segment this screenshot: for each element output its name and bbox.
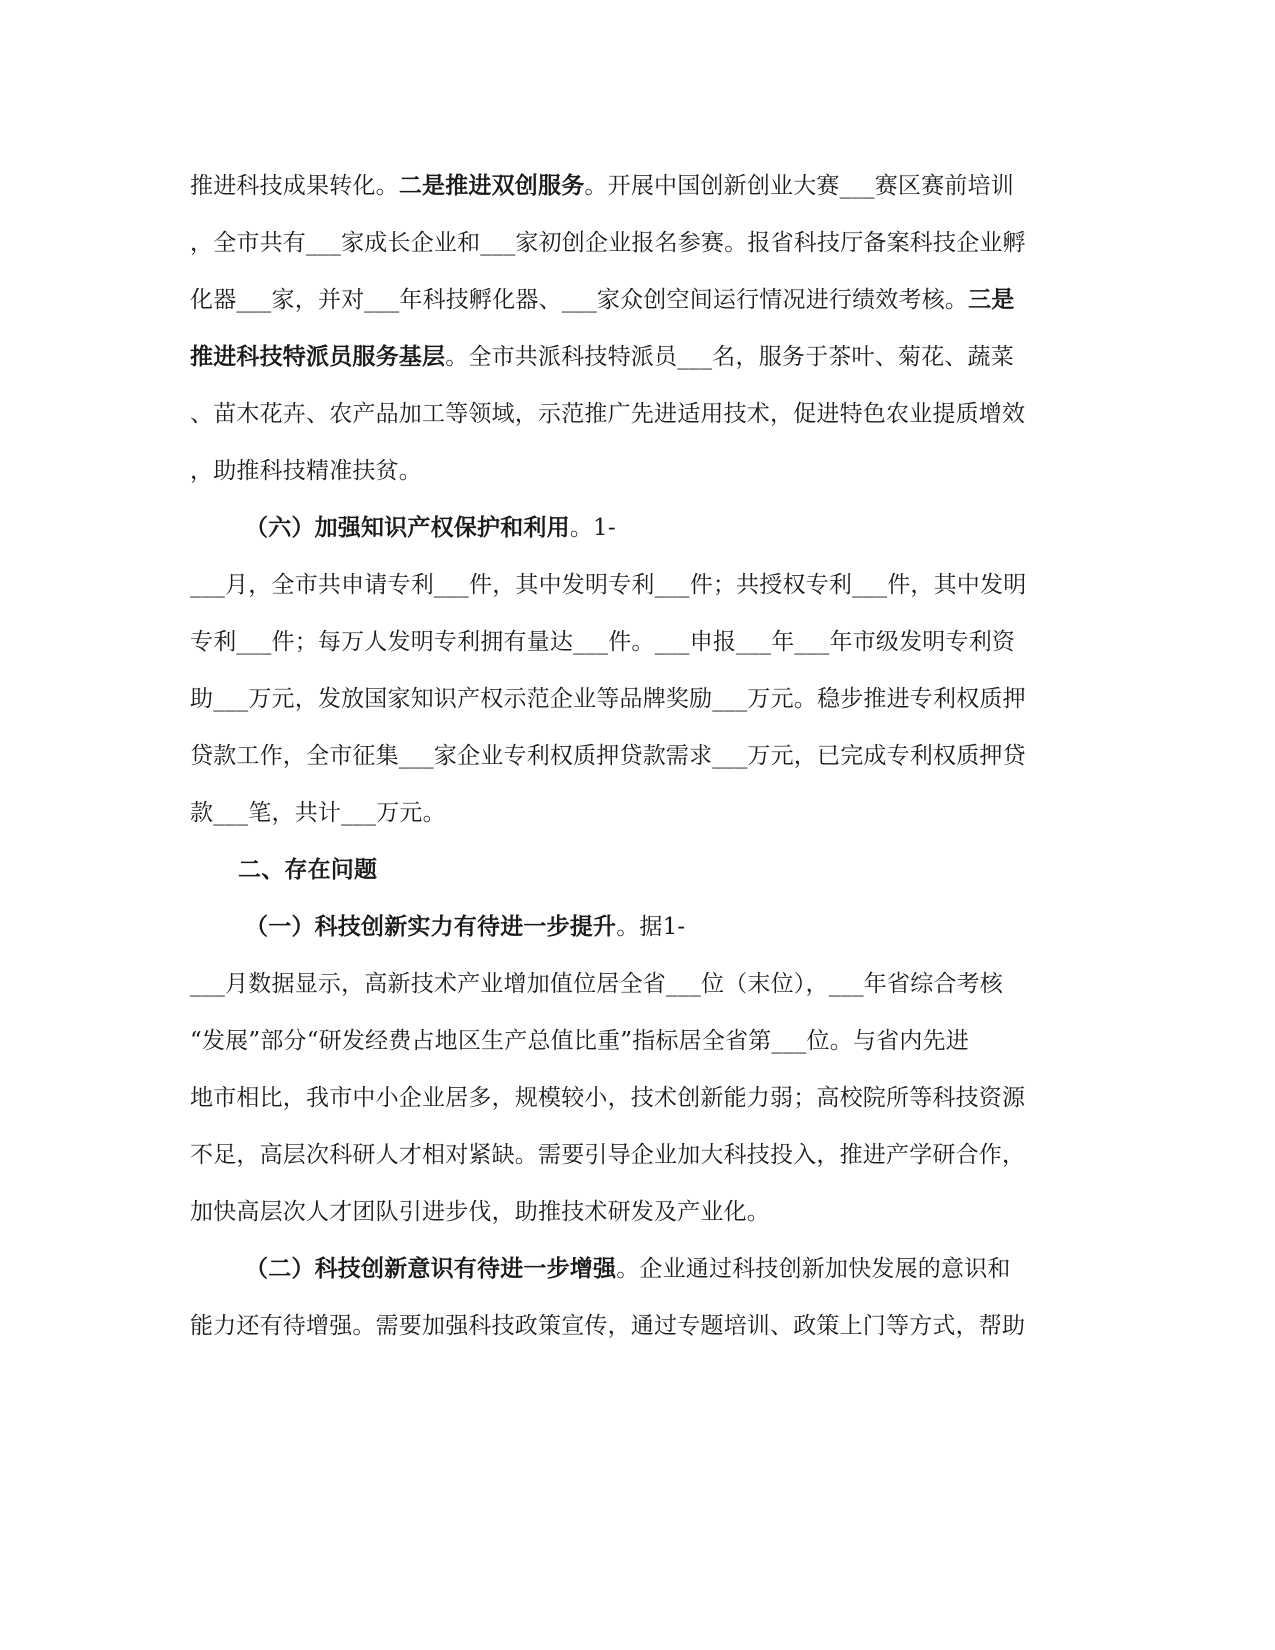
text-segment: 化器___家，并对___年科技孵化器、___家众创空间运行情况进行绩效考核。 bbox=[190, 287, 969, 313]
text-segment: 地市相比，我市中小企业居多，规模较小，技术创新能力弱；高校院所等科技资源 bbox=[190, 1085, 1026, 1111]
text-segment: 推进科技成果转化。 bbox=[190, 173, 399, 199]
text-line bbox=[190, 968, 1003, 1000]
text-line bbox=[190, 740, 1026, 772]
text-segment: 不足，高层次科研人才相对紧缺。需要引导企业加大科技投入，推进产学研合作， bbox=[190, 1142, 1026, 1168]
section-heading: （一）科技创新实力有待进一步提升 bbox=[245, 913, 617, 940]
text-segment: 款___笔，共计___万元。 bbox=[190, 800, 446, 826]
text-line bbox=[190, 1196, 770, 1228]
bold-heading: 二是推进双创服务 bbox=[398, 172, 585, 199]
text-line bbox=[190, 341, 1014, 373]
chapter-heading-line bbox=[238, 854, 377, 886]
text-segment: ___月数据显示，高新技术产业增加值位居全省___位（末位），___年省综合考核 bbox=[190, 971, 1003, 997]
text-line bbox=[190, 626, 1015, 658]
section-heading-line bbox=[245, 512, 616, 544]
text-line bbox=[190, 1082, 1025, 1114]
text-segment: 。据1- bbox=[616, 914, 686, 940]
text-segment: 、苗木花卉、农产品加工等领域，示范推广先进适用技术，促进特色农业提质增效 bbox=[190, 401, 1026, 427]
chapter-heading: 二、存在问题 bbox=[238, 856, 378, 883]
section-heading-line bbox=[245, 1253, 1011, 1285]
text-line bbox=[190, 1139, 1025, 1171]
text-line bbox=[190, 1310, 1025, 1342]
text-segment: ___月，全市共申请专利___件，其中发明专利___件；共授权专利___件，其中发明 bbox=[190, 572, 1027, 598]
text-segment: 。1- bbox=[569, 515, 616, 541]
text-line bbox=[190, 569, 1026, 601]
text-line bbox=[190, 797, 446, 829]
text-segment: 贷款工作，全市征集___家企业专利权质押贷款需求___万元，已完成专利权质押贷 bbox=[190, 743, 1026, 769]
text-segment: ，助推科技精准扶贫。 bbox=[190, 458, 422, 484]
text-line bbox=[190, 284, 1015, 316]
text-segment: ，全市共有___家成长企业和___家初创企业报名参赛。报省科技厅备案科技企业孵 bbox=[190, 230, 1026, 256]
text-line bbox=[190, 1025, 969, 1057]
bold-heading: 推进科技特派员服务基层 bbox=[190, 343, 446, 370]
section-heading: （六）加强知识产权保护和利用 bbox=[245, 514, 570, 541]
text-segment: 助___万元，发放国家知识产权示范企业等品牌奖励___万元。稳步推进专利权质押 bbox=[190, 686, 1026, 712]
text-line bbox=[190, 455, 422, 487]
text-line bbox=[190, 398, 1025, 430]
text-line bbox=[190, 227, 1026, 259]
text-segment: 能力还有待增强。需要加强科技政策宣传，通过专题培训、政策上门等方式，帮助 bbox=[190, 1313, 1026, 1339]
text-segment: 。全市共派科技特派员___名，服务于茶叶、菊花、蔬菜 bbox=[445, 344, 1014, 370]
text-segment: 。开展中国创新创业大赛___赛区赛前培训 bbox=[584, 173, 1014, 199]
text-segment: 。企业通过科技创新加快发展的意识和 bbox=[616, 1256, 1011, 1282]
section-heading: （二）科技创新意识有待进一步增强 bbox=[245, 1255, 617, 1282]
text-segment: 专利___件；每万人发明专利拥有量达___件。___申报___年___年市级发明专利资 bbox=[190, 629, 1016, 655]
section-heading-line bbox=[245, 911, 685, 943]
text-line bbox=[190, 683, 1026, 715]
text-segment: 加快高层次人才团队引进步伐，助推技术研发及产业化。 bbox=[190, 1199, 770, 1225]
bold-heading: 三是 bbox=[968, 286, 1015, 313]
text-line bbox=[190, 170, 1014, 202]
text-segment: “发展”部分“研发经费占地区生产总值比重”指标居全省第___位。与省内先进 bbox=[190, 1028, 969, 1054]
